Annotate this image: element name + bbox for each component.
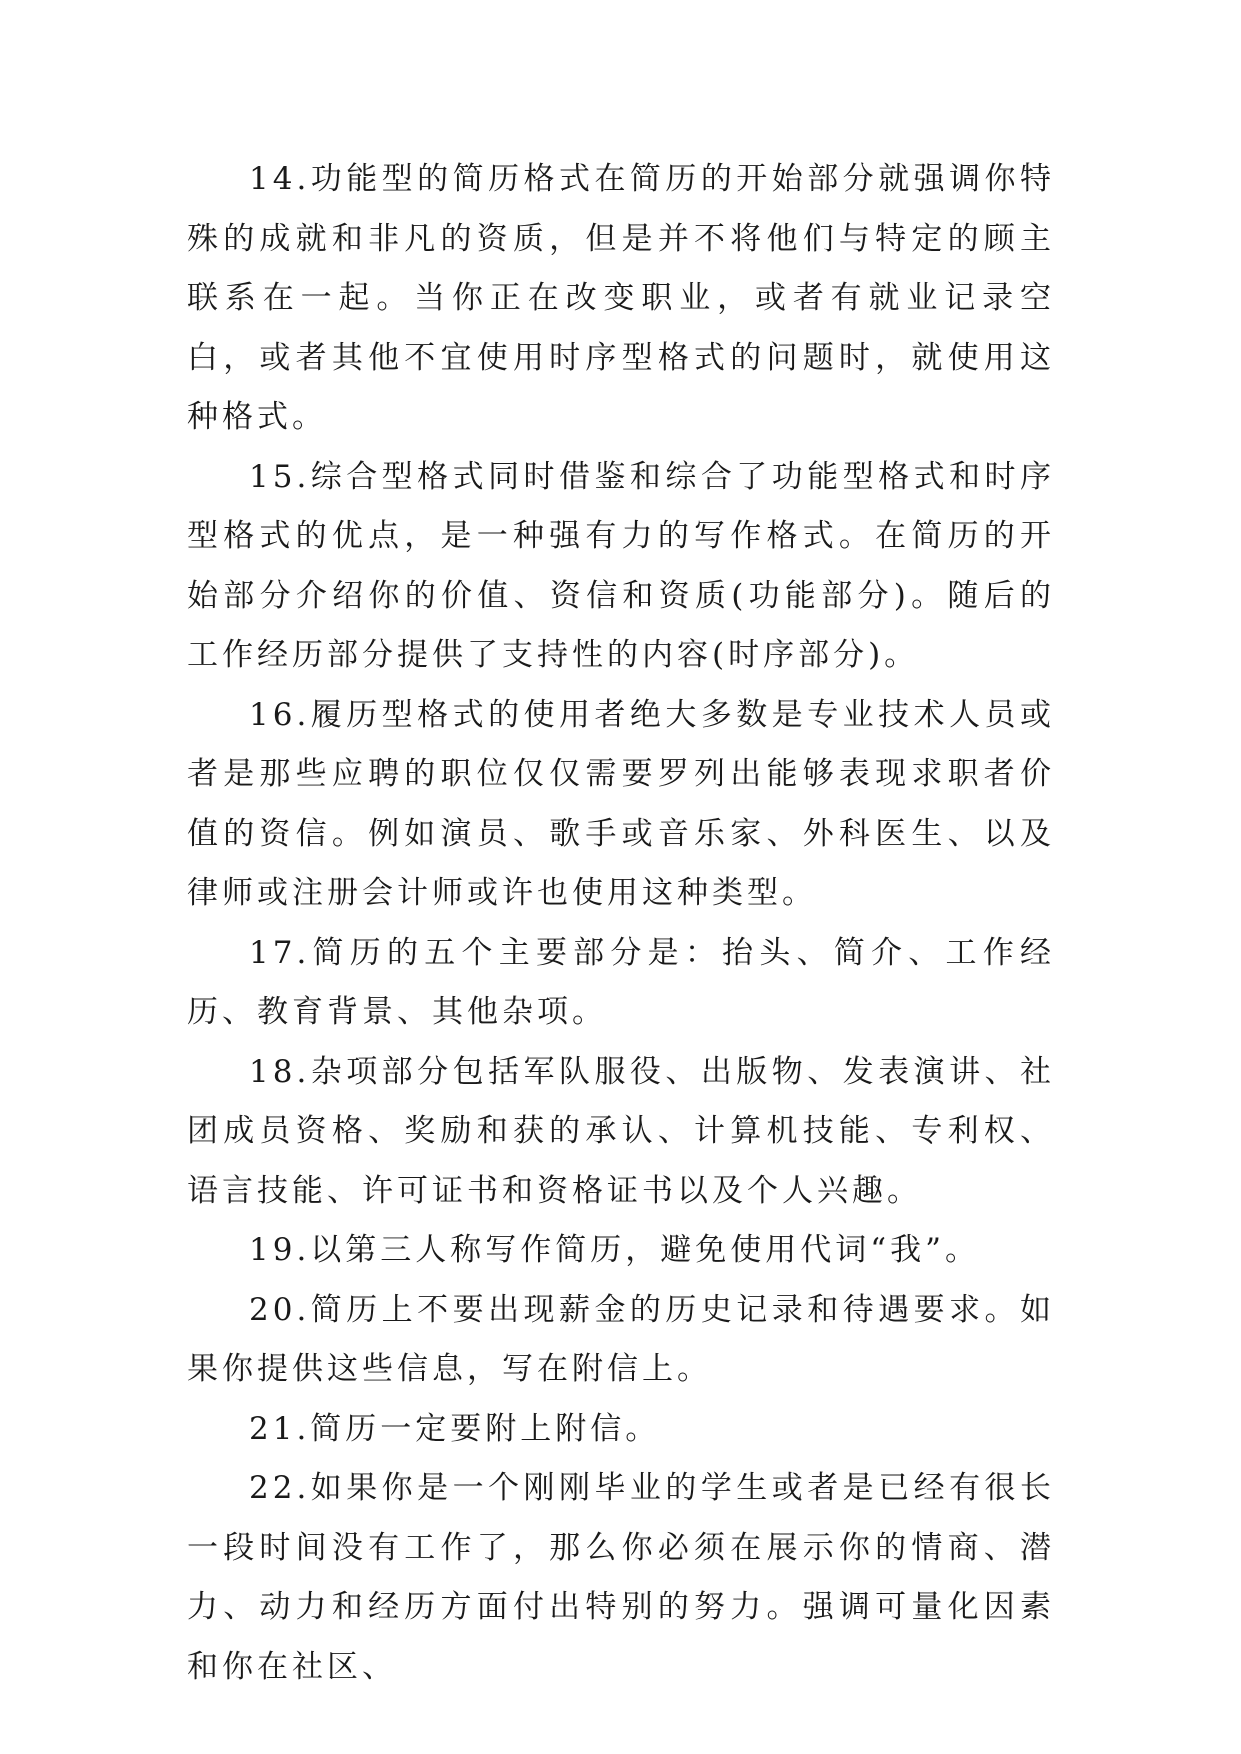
paragraph-14: 14.功能型的简历格式在简历的开始部分就强调你特殊的成就和非凡的资质，但是并不将他们与特定的顾主联系在一起。当你正在改变职业，或者有就业记录空白，或者其他不宜使用时序型格式的问题时，就使用这种格式。 bbox=[187, 161, 1055, 435]
paragraph-17: 17.简历的五个主要部分是：抬头、简介、工作经历、教育背景、其他杂项。 bbox=[187, 934, 1055, 1030]
paragraph-20: 20.简历上不要出现薪金的历史记录和待遇要求。如果你提供这些信息，写在附信上。 bbox=[187, 1291, 1055, 1387]
paragraph-15: 15.综合型格式同时借鉴和综合了功能型格式和时序型格式的优点，是一种强有力的写作格式。在简历的开始部分介绍你的价值、资信和资质(功能部分)。随后的工作经历部分提供了支持性的内容(时序部分)。 bbox=[187, 458, 1055, 673]
paragraph-16: 16.履历型格式的使用者绝大多数是专业技术人员或者是那些应聘的职位仅仅需要罗列出能够表现求职者价值的资信。例如演员、歌手或音乐家、外科医生、以及律师或注册会计师或许也使用这种类型。 bbox=[187, 696, 1055, 911]
document-page bbox=[187, 150, 1055, 1697]
paragraph-22: 22.如果你是一个刚刚毕业的学生或者是已经有很长一段时间没有工作了，那么你必须在展示你的情商、潜力、动力和经历方面付出特别的努力。强调可量化因素和你在社区、 bbox=[187, 1470, 1055, 1685]
paragraph-21: 21.简历一定要附上附信。 bbox=[249, 1410, 661, 1447]
paragraph-19: 19.以第三人称写作简历，避免使用代词“我”。 bbox=[249, 1232, 980, 1268]
paragraph-18: 18.杂项部分包括军队服役、出版物、发表演讲、社团成员资格、奖励和获的承认、计算机技能、专利权、语言技能、许可证书和资格证书以及个人兴趣。 bbox=[187, 1053, 1055, 1209]
